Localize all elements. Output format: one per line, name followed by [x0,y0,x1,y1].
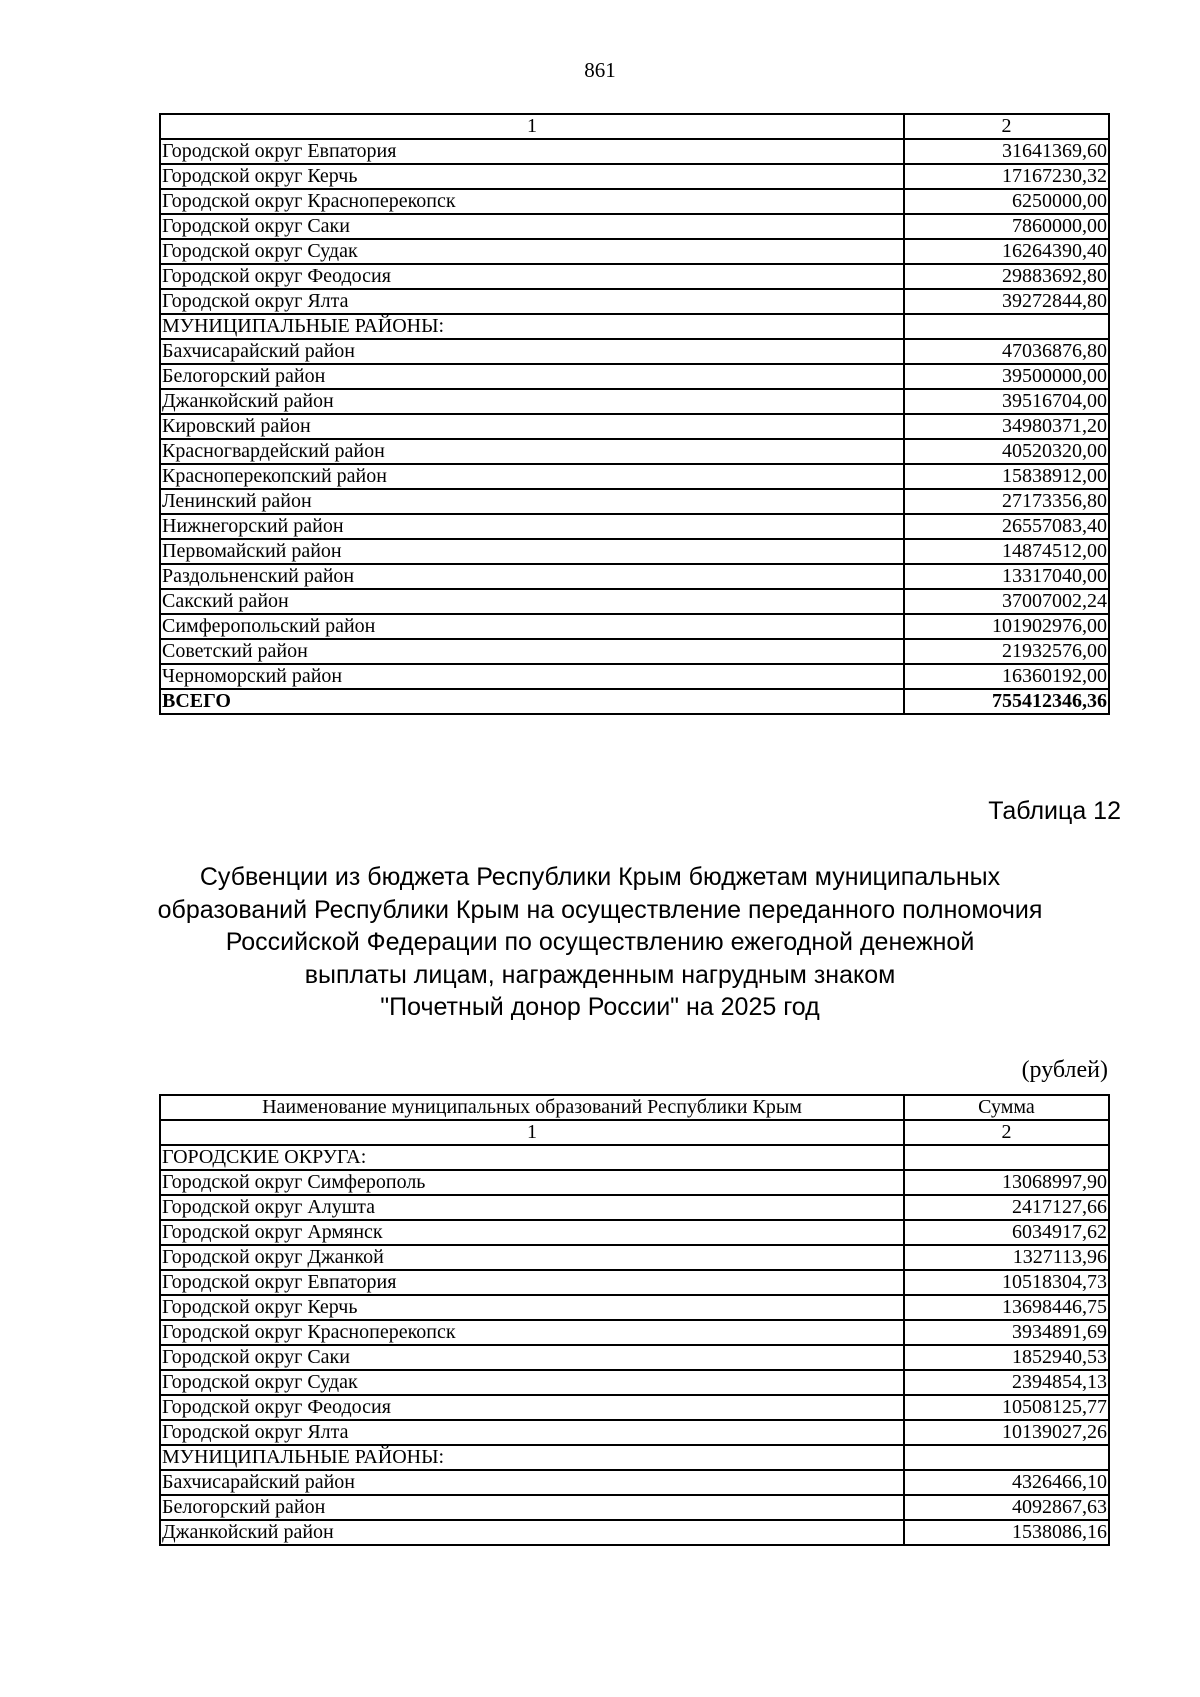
table-row [160,664,1109,689]
table-row [160,614,1109,639]
table-row [160,314,1109,339]
row-value [904,1445,1109,1470]
table-caption [150,861,1050,1024]
row-name: Джанкойский район [160,389,904,414]
column-number-row [160,114,1109,139]
table-row [160,364,1109,389]
table-row [160,439,1109,464]
table-row [160,289,1109,314]
table-row [160,1195,1109,1220]
table-row [160,1295,1109,1320]
row-name: Белогорский район [160,1495,904,1520]
column-number-1: 1 [160,114,904,139]
table-row [160,514,1109,539]
row-name: Городской округ Саки [160,1345,904,1370]
row-name: Городской округ Евпатория [160,139,904,164]
row-value: 21932576,00 [904,639,1109,664]
row-value: 39516704,00 [904,389,1109,414]
row-value: 1852940,53 [904,1345,1109,1370]
table-row [160,1495,1109,1520]
row-name: Нижнегорский район [160,514,904,539]
table-row [160,1520,1109,1545]
row-name: Ленинский район [160,489,904,514]
row-value: 39500000,00 [904,364,1109,389]
row-value: 15838912,00 [904,464,1109,489]
table-row [160,639,1109,664]
table-row [160,1370,1109,1395]
row-value: 2394854,13 [904,1370,1109,1395]
table-row [160,1420,1109,1445]
column-number-1: 1 [160,1120,904,1145]
row-name: МУНИЦИПАЛЬНЫЕ РАЙОНЫ: [160,314,904,339]
row-name: ГОРОДСКИЕ ОКРУГА: [160,1145,904,1170]
row-name: Городской округ Судак [160,239,904,264]
table-row [160,1145,1109,1170]
row-name: Бахчисарайский район [160,1470,904,1495]
row-value: 101902976,00 [904,614,1109,639]
table-row [160,264,1109,289]
row-value: 10508125,77 [904,1395,1109,1420]
row-name: Городской округ Алушта [160,1195,904,1220]
row-name: Городской округ Симферополь [160,1170,904,1195]
table-row [160,239,1109,264]
row-name: Симферопольский район [160,614,904,639]
table-row [160,139,1109,164]
row-name: Городской округ Судак [160,1370,904,1395]
row-value: 39272844,80 [904,289,1109,314]
subvention-table-12 [159,1094,1110,1546]
header-name: Наименование муниципальных образований Республики Крым [160,1095,904,1120]
row-value: 31641369,60 [904,139,1109,164]
header-row [160,1095,1109,1120]
row-name: МУНИЦИПАЛЬНЫЕ РАЙОНЫ: [160,1445,904,1470]
row-value: 16360192,00 [904,664,1109,689]
caption-line: "Почетный донор России" на 2025 год [380,993,820,1021]
row-name: Городской округ Джанкой [160,1245,904,1270]
row-value: 3934891,69 [904,1320,1109,1345]
row-name: Первомайский район [160,539,904,564]
table-row [160,214,1109,239]
table-row [160,339,1109,364]
caption-line: Российской Федерации по осуществлению ежегодной денежной [225,928,975,956]
row-name: Городской округ Феодосия [160,264,904,289]
table-row [160,1470,1109,1495]
total-row [160,689,1109,714]
row-name: Раздольненский район [160,564,904,589]
row-name: Городской округ Красноперекопск [160,189,904,214]
row-value: 13698446,75 [904,1295,1109,1320]
row-value: 4326466,10 [904,1470,1109,1495]
row-name: Городской округ Красноперекопск [160,1320,904,1345]
table-row [160,189,1109,214]
row-value: 6034917,62 [904,1220,1109,1245]
column-number-2: 2 [904,1120,1109,1145]
row-name: Городской округ Ялта [160,289,904,314]
caption-line: выплаты лицам, награжденным нагрудным знаком [304,960,896,989]
row-value: 10518304,73 [904,1270,1109,1295]
row-name: Городской округ Феодосия [160,1395,904,1420]
header-sum: Сумма [904,1095,1109,1120]
table-row [160,589,1109,614]
row-value: 10139027,26 [904,1420,1109,1445]
table-row [160,414,1109,439]
column-number-row [160,1120,1109,1145]
table-row [160,1345,1109,1370]
row-value: 14874512,00 [904,539,1109,564]
row-name: Городской округ Армянск [160,1220,904,1245]
row-value [904,1145,1109,1170]
table-row [160,1245,1109,1270]
table-row [160,1395,1109,1420]
row-name: Городской округ Керчь [160,1295,904,1320]
caption-line: Субвенции из бюджета Республики Крым бюджетам муниципальных [199,863,1001,891]
row-value: 13317040,00 [904,564,1109,589]
row-value: 2417127,66 [904,1195,1109,1220]
row-name: Городской округ Саки [160,214,904,239]
row-value: 26557083,40 [904,514,1109,539]
row-value: 7860000,00 [904,214,1109,239]
table-row [160,564,1109,589]
row-name: Бахчисарайский район [160,339,904,364]
row-name: Белогорский район [160,364,904,389]
row-name: Городской округ Ялта [160,1420,904,1445]
row-name: Красноперекопский район [160,464,904,489]
table-row [160,389,1109,414]
table-row [160,539,1109,564]
table-row [160,464,1109,489]
row-value: 47036876,80 [904,339,1109,364]
table-row [160,489,1109,514]
row-name: Городской округ Евпатория [160,1270,904,1295]
row-value: 37007002,24 [904,589,1109,614]
row-value: 34980371,20 [904,414,1109,439]
table-body [160,114,1109,714]
row-value: 13068997,90 [904,1170,1109,1195]
row-name: Красногвардейский район [160,439,904,464]
subvention-table-continued [159,113,1110,715]
table-row [160,164,1109,189]
row-value: 1327113,96 [904,1245,1109,1270]
table-body [160,1095,1109,1545]
row-value [904,314,1109,339]
table-row [160,1170,1109,1195]
row-value: 4092867,63 [904,1495,1109,1520]
row-value: 17167230,32 [904,164,1109,189]
row-name: Сакский район [160,589,904,614]
table-row [160,1270,1109,1295]
row-name: Городской округ Керчь [160,164,904,189]
row-name: Кировский район [160,414,904,439]
page-number: 861 [584,58,616,82]
table-row [160,1445,1109,1470]
caption-line: образований Республики Крым на осуществление переданного полномочия [157,895,1043,924]
row-value: 40520320,00 [904,439,1109,464]
row-value: 1538086,16 [904,1520,1109,1545]
total-value: 755412346,36 [904,689,1109,714]
row-name: Джанкойский район [160,1520,904,1545]
table-row [160,1220,1109,1245]
table-row [160,1320,1109,1345]
total-label: ВСЕГО [160,689,904,714]
row-value: 27173356,80 [904,489,1109,514]
column-number-2: 2 [904,114,1109,139]
unit-label: (рублей) [1021,1057,1108,1083]
row-name: Черноморский район [160,664,904,689]
row-name: Советский район [160,639,904,664]
row-value: 16264390,40 [904,239,1109,264]
row-value: 6250000,00 [904,189,1109,214]
table-label: Таблица 12 [988,797,1121,825]
row-value: 29883692,80 [904,264,1109,289]
